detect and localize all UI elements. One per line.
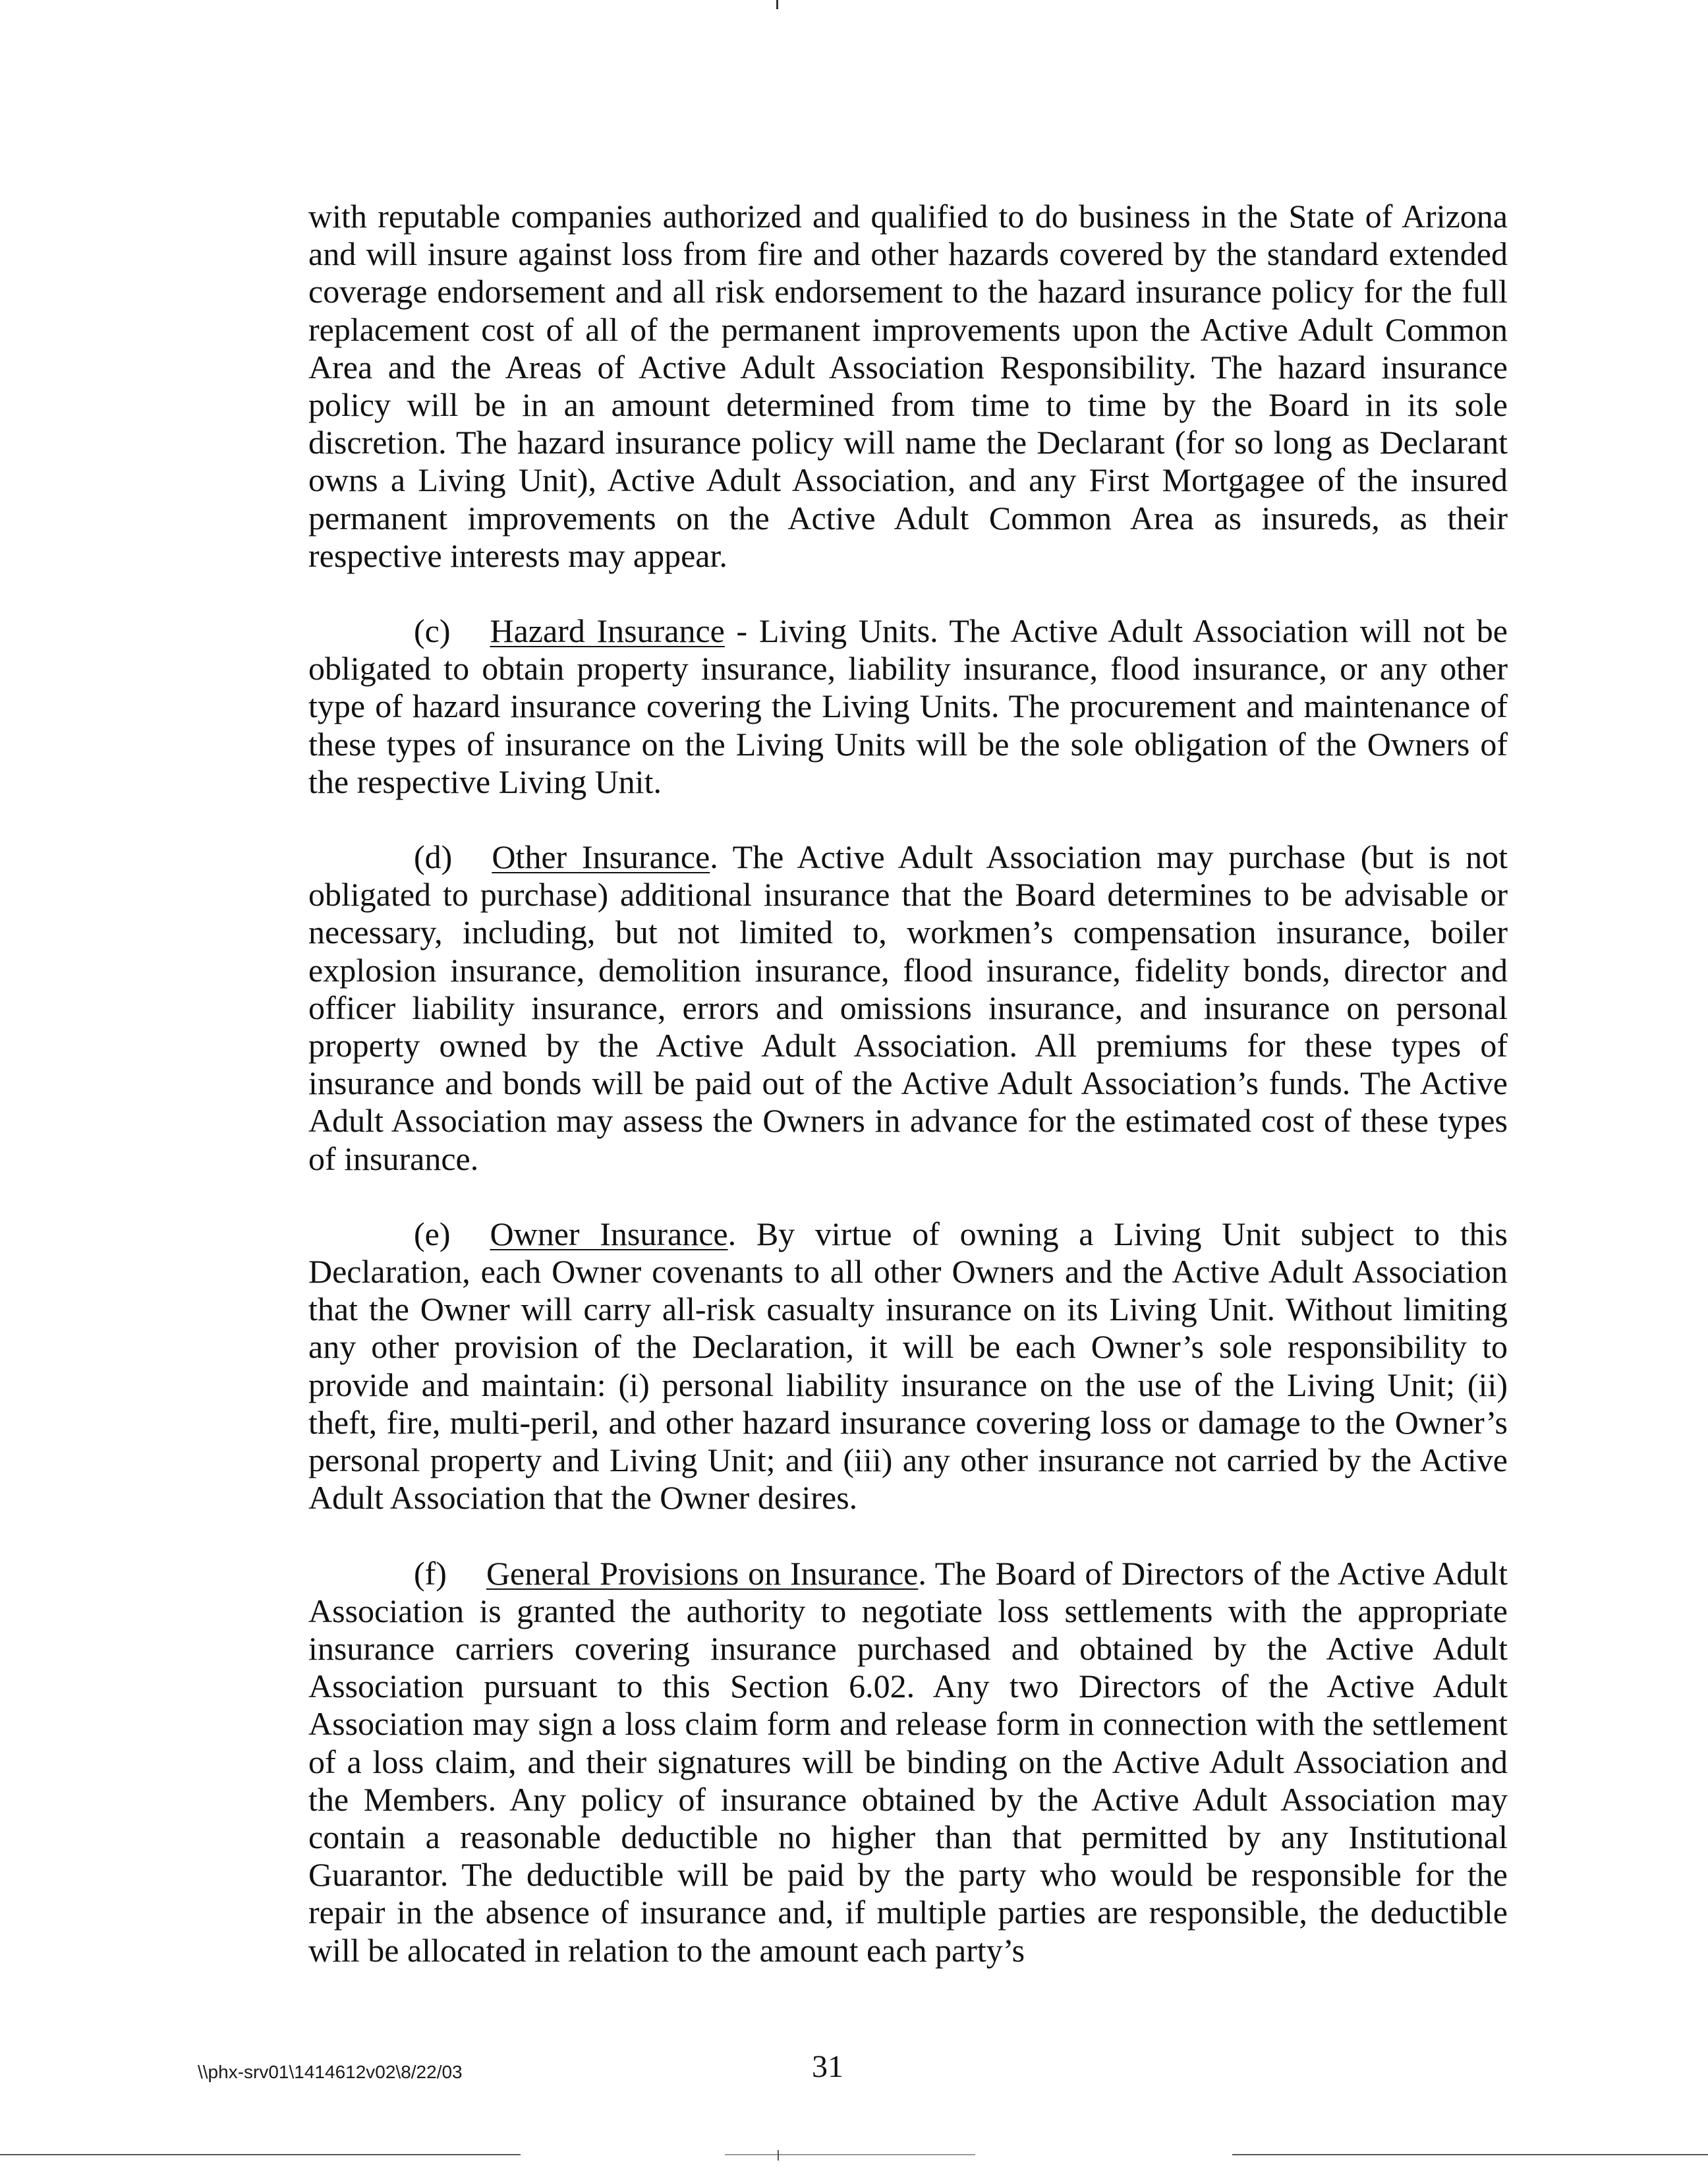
section-heading: Other Insurance — [492, 838, 710, 876]
scan-bottom-mark — [778, 2150, 779, 2161]
section-label: (d) — [414, 838, 453, 876]
section-heading: General Provisions on Insurance — [486, 1554, 919, 1592]
footer-file-path: \\phx-srv01\1414612v02\8/22/03 — [198, 2062, 463, 2082]
section-label: (e) — [414, 1215, 451, 1252]
paragraph-intro — [308, 198, 1508, 575]
scan-top-mark — [776, 0, 778, 9]
page-number: 31 — [812, 2049, 843, 2084]
scan-bottom-line — [1232, 2154, 1708, 2155]
paragraph-c-hazard-insurance — [308, 612, 1508, 801]
section-heading: Owner Insurance — [490, 1215, 728, 1252]
section-body: . The Active Adult Association may purchase (but is not obligated to purchase) additional insurance that the Board determines to be advisable or necessary, including, but not limited to, workmen’s compensation insurance, boiler explosion insurance, demolition insurance, flood insurance, fidelity bonds, director and officer liability insurance, errors and omissions insurance, and insurance on personal property owned by the Active Adult Association. All premiums for these types of insurance and bonds will be paid out of the Active Adult Association’s funds. The Active Adult Association may assess the Owners in advance for the estimated cost of these types of insurance. — [308, 838, 1508, 1177]
section-label: (c) — [414, 612, 451, 650]
body-text — [308, 198, 1508, 1969]
section-label: (f) — [414, 1554, 447, 1592]
paragraph-f-general-provisions — [308, 1555, 1508, 1969]
paragraph-intro-text: with reputable companies authorized and qualified to do business in the State of Arizona and will insure against loss from fire and other hazards covered by the standard extended coverage endorsement and all risk endorsement to the hazard insurance policy for the full replacement cost of all of the permanent improvements upon the Active Adult Common Area and the Areas of Active Adult Association Responsibility. The hazard insurance policy will be in an amount determined from time to time by the Board in its sole discretion. The hazard insurance policy will name the Declarant (for so long as Declarant owns a Living Unit), Active Adult Association, and any First Mortgagee of the insured permanent improvements on the Active Adult Common Area as insureds, as their respective interests may appear. — [308, 198, 1508, 574]
section-body: . The Board of Directors of the Active Adult Association is granted the authority to negotiate loss settlements with the appropriate insurance carriers covering insurance purchased and obtained by the Active Adult Association pursuant to this Section 6.02. Any two Directors of the Active Adult Association may sign a loss claim form and release form in connection with the settlement of a loss claim, and their signatures will be binding on the Active Adult Association and the Members. Any policy of insurance obtained by the Active Adult Association may contain a reasonable deductible no higher than that permitted by any Institutional Guarantor. The deductible will be paid by the party who would be responsible for the repair in the absence of insurance and, if multiple parties are responsible, the deductible will be allocated in relation to the amount each party’s — [308, 1554, 1508, 1969]
section-body: - Living Units. The Active Adult Association will not be obligated to obtain property insurance, liability insurance, flood insurance, or any other type of hazard insurance covering the Living Units. The procurement and maintenance of these types of insurance on the Living Units will be the sole obligation of the Owners of the respective Living Unit. — [308, 612, 1508, 800]
scan-bottom-line — [0, 2154, 521, 2155]
section-heading: Hazard Insurance — [490, 612, 725, 650]
paragraph-e-owner-insurance — [308, 1215, 1508, 1517]
paragraph-d-other-insurance — [308, 838, 1508, 1178]
section-body: . By virtue of owning a Living Unit subject to this Declaration, each Owner covenants to all other Owners and the Active Adult Association that the Owner will carry all-risk casualty insurance on its Living Unit. Without limiting any other provision of the Declaration, it will be each Owner’s sole responsibility to provide and maintain: (i) personal liability insurance on the use of the Living Unit; (ii) theft, fire, multi-peril, and other hazard insurance covering loss or damage to the Owner’s personal property and Living Unit; and (iii) any other insurance not carried by the Active Adult Association that the Owner desires. — [308, 1215, 1508, 1517]
scan-bottom-line — [725, 2154, 975, 2155]
